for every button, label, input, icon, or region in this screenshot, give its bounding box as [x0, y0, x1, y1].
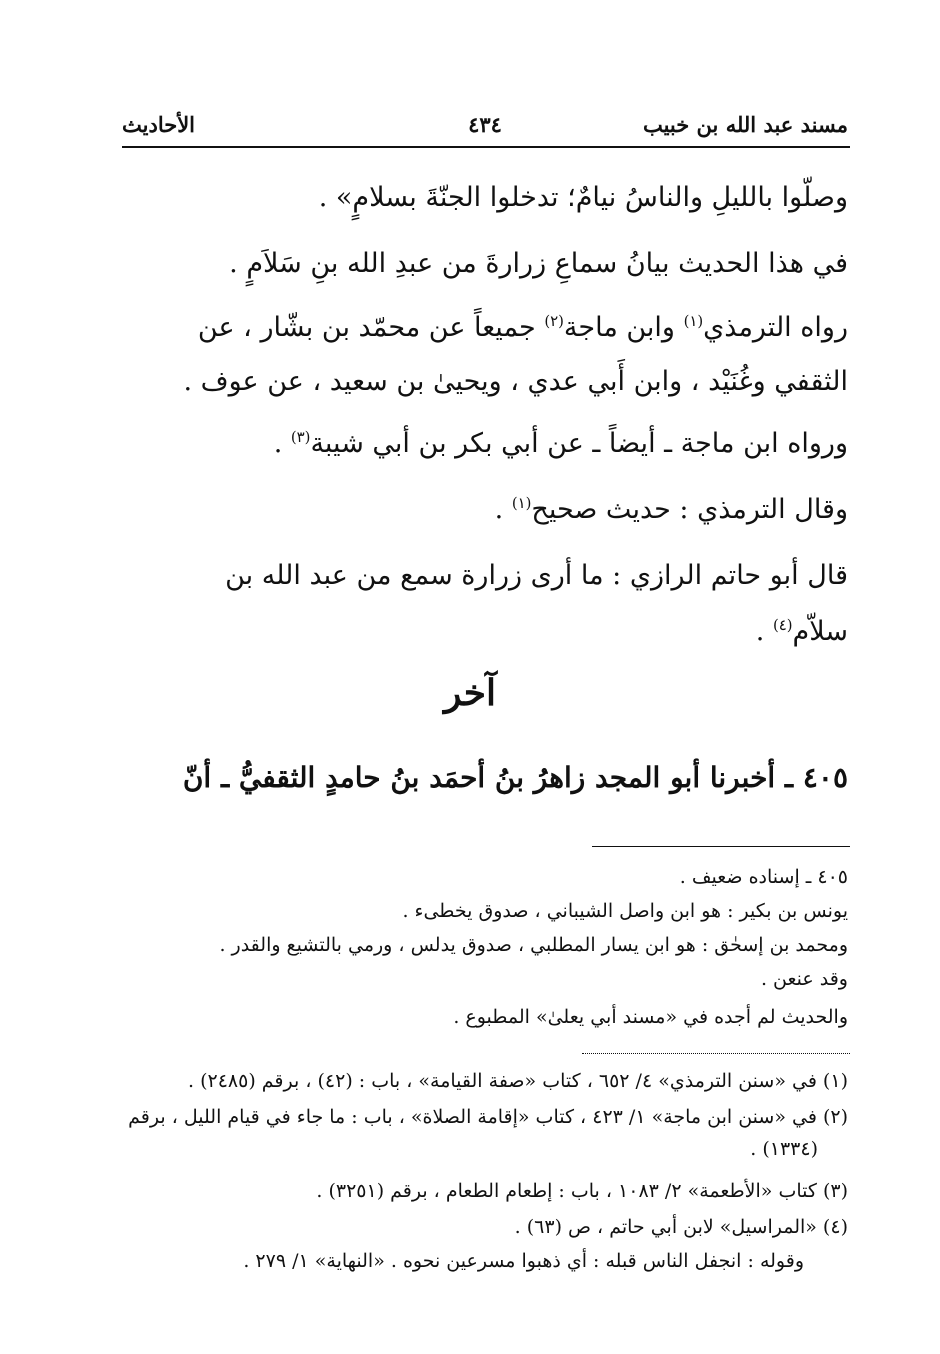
footnote-line: يونس بن بكير : هو ابن واصل الشيباني ، صدوق يخطىء . — [402, 900, 848, 922]
running-header-title: مسند عبد الله بن خبيب — [642, 112, 848, 137]
reference-footnote-4-note: وقوله : انجفل الناس قبله : أي ذهبوا مسرعين نحوه . «النهاية» ١/ ٢٧٩ . — [243, 1250, 804, 1272]
reference-footnote-3: (٣) كتاب «الأطعمة» ٢/ ١٠٨٣ ، باب : إطعام الطعام ، برقم (٣٢٥١) . — [316, 1180, 848, 1202]
hadith-opening-line: ٤٠٥ ـ أخبرنا أبو المجد زاهرُ بنُ أحمَد بنُ حامدٍ الثقفيُّ ـ أنّ — [182, 761, 848, 794]
body-text: . — [755, 616, 773, 647]
body-line-5 — [274, 424, 848, 464]
footnote-line: ومحمد بن إسحٰق : هو ابن يسار المطلبي ، صدوق يدلس ، ورمي بالتشيع والقدر . — [219, 934, 848, 956]
footnote-marker: (٢) — [544, 312, 564, 330]
reference-footnote-2-cont: (١٣٣٤) . — [750, 1138, 818, 1160]
footnote-marker: (١) — [511, 494, 532, 512]
footnote-marker: (١) — [683, 312, 704, 330]
body-text: . — [273, 428, 291, 459]
body-text: ورواه ابن ماجة ـ أيضاً ـ عن أبي بكر بن أبي شيبة — [310, 428, 848, 459]
body-line-2: في هذا الحديث بيانُ سماعِ زرارةَ من عبدِ الله بنِ سَلاَمٍ . — [229, 248, 848, 279]
body-text: وقال الترمذي : حديث صحيح — [531, 494, 848, 525]
footnote-marker: (٤) — [772, 616, 793, 634]
body-line-7: قال أبو حاتم الرازي : ما أرى زرارة سمع من عبد الله بن — [225, 560, 848, 591]
footnote-line: وقد عنعن . — [760, 968, 848, 990]
footnote-grade: ٤٠٥ ـ إسناده ضعيف . — [679, 866, 848, 888]
body-line-8 — [756, 612, 848, 652]
section-title — [0, 672, 940, 714]
body-line-1: وصلّوا بالليلِ والناسُ نيامٌ؛ تدخلوا الجنّةَ بسلامٍ» . — [318, 182, 848, 213]
body-text: جميعاً عن محمّد بن بشّار ، عن — [197, 312, 545, 343]
body-line-6 — [495, 490, 848, 530]
footnote-marker: (٣) — [290, 428, 311, 446]
body-text: سلاّم — [792, 616, 848, 647]
reference-footnote-2: (٢) في «سنن ابن ماجة» ١/ ٤٢٣ ، كتاب «إقامة الصلاة» ، باب : ما جاء في قيام الليل ، برقم — [128, 1106, 848, 1128]
reference-footnote-4: (٤) «المراسيل» لابن أبي حاتم ، ص (٦٣) . — [514, 1216, 848, 1238]
page-number: ٤٣٤ — [468, 112, 502, 137]
header-rule — [122, 146, 850, 148]
body-line-3 — [198, 308, 848, 348]
footnote-separator — [592, 846, 850, 847]
reference-footnote-1: (١) في «سنن الترمذي» ٤/ ٦٥٢ ، كتاب «صفة القيامة» ، باب : (٤٢) ، برقم (٢٤٨٥) . — [188, 1070, 848, 1092]
running-header-section: الأحاديث — [122, 112, 196, 137]
body-text: وابن ماجة — [563, 312, 684, 343]
section-title-text: آخر — [443, 672, 497, 714]
footnote-line: والحديث لم أجده في «مسند أبي يعلىٰ» المطبوع . — [453, 1006, 848, 1028]
body-text: . — [494, 494, 512, 525]
footnote-separator-dotted — [582, 1053, 850, 1054]
body-line-4: الثقفي وغُنَيْد ، وابن أَبي عدي ، ويحيىٰ بن سعيد ، عن عوف . — [183, 366, 848, 397]
body-text: رواه الترمذي — [703, 312, 848, 343]
